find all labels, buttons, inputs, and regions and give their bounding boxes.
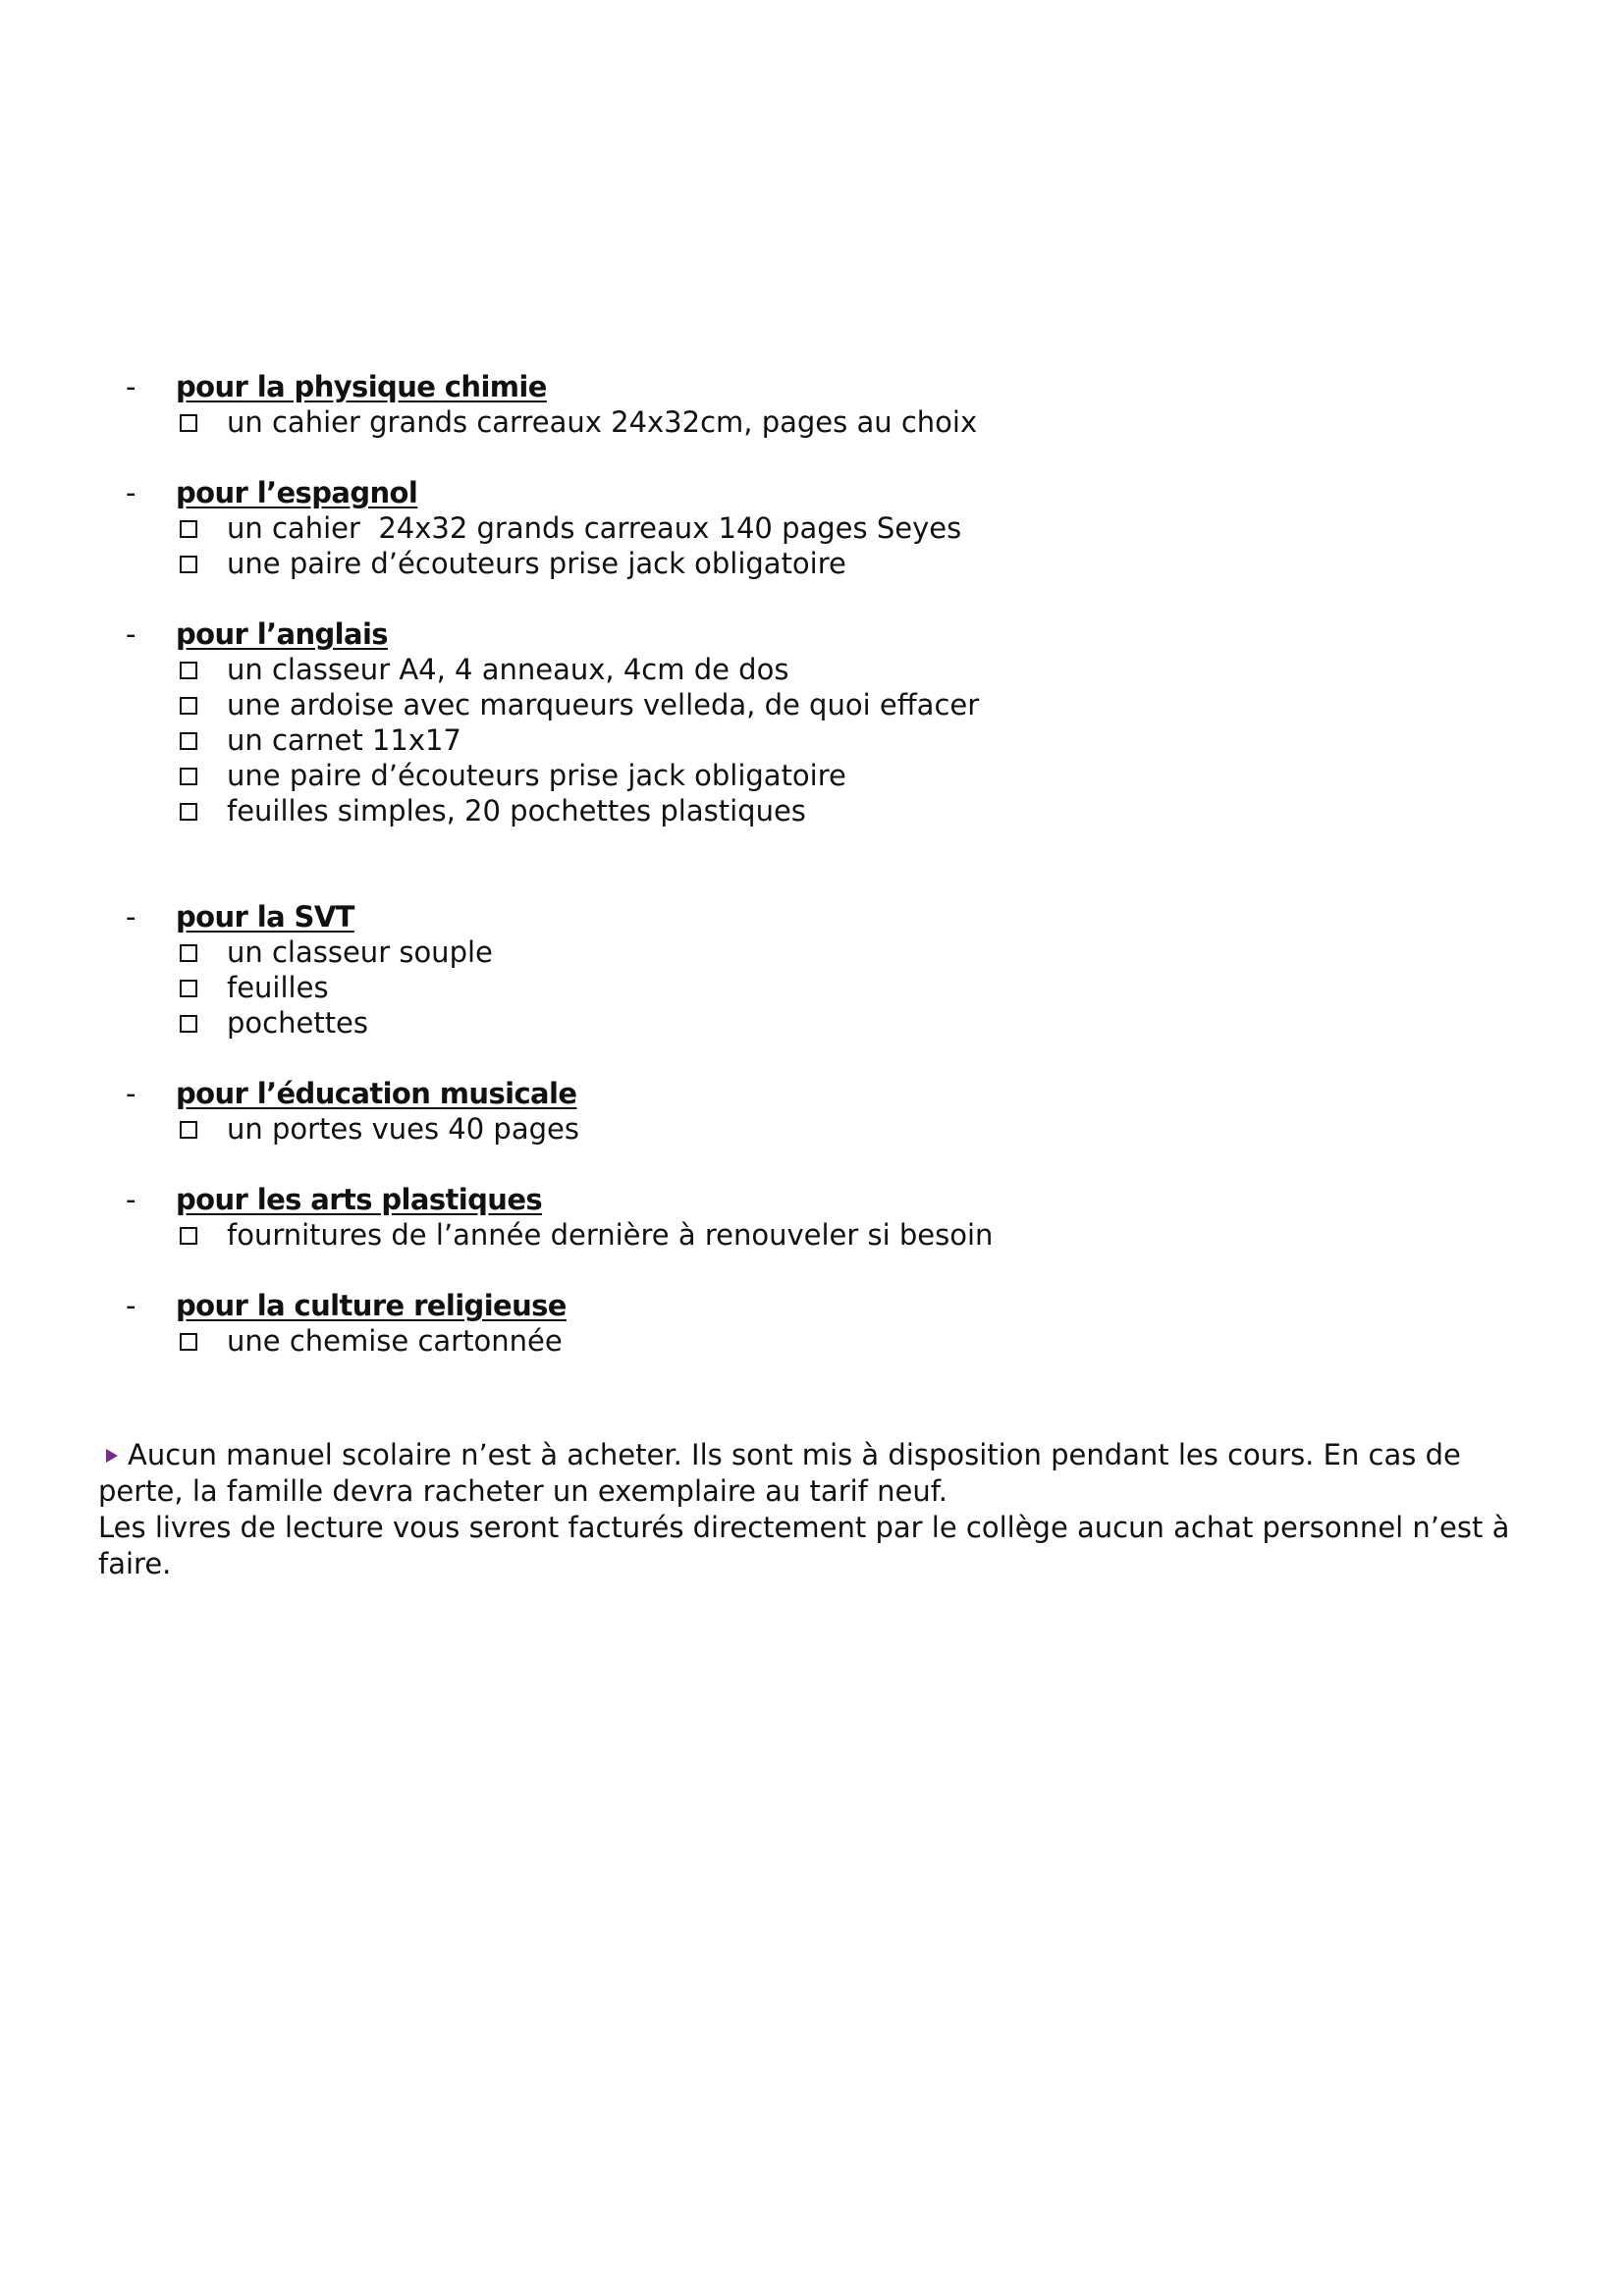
triangle-bullet-icon xyxy=(106,1449,118,1463)
section-header xyxy=(126,616,1481,652)
checkbox-icon xyxy=(180,697,197,715)
item-list xyxy=(126,652,1481,828)
footnote-paragraph-2: Les livres de lecture vous seront facturés directement par le collège aucun achat personnel n’est à faire. xyxy=(98,1511,1510,1580)
item-list xyxy=(126,404,1481,440)
section-heading: pour la SVT xyxy=(176,900,354,934)
checkbox-icon xyxy=(180,414,197,432)
section-header xyxy=(126,1076,1481,1111)
item-text: feuilles simples, 20 pochettes plastiques xyxy=(227,794,806,828)
supply-section xyxy=(126,616,1481,828)
checkbox-icon xyxy=(180,803,197,821)
footnote xyxy=(98,1437,1542,1582)
item-text: un cahier grands carreaux 24x32cm, pages au choix xyxy=(227,405,978,439)
supply-section xyxy=(126,475,1481,581)
checkbox-icon xyxy=(180,732,197,750)
item-list xyxy=(126,510,1481,581)
dash-bullet: - xyxy=(126,900,136,934)
checkbox-icon xyxy=(180,1015,197,1033)
supply-section xyxy=(126,1076,1481,1147)
item-text: fournitures de l’année dernière à renouveler si besoin xyxy=(227,1218,994,1252)
section-header xyxy=(126,369,1481,404)
supply-section xyxy=(126,1182,1481,1253)
list-item xyxy=(126,404,1481,440)
section-heading: pour l’espagnol xyxy=(176,476,418,509)
dash-bullet: - xyxy=(126,1077,136,1110)
list-item xyxy=(126,687,1481,722)
item-text: pochettes xyxy=(227,1006,369,1040)
section-header xyxy=(126,899,1481,934)
section-header xyxy=(126,1182,1481,1217)
item-text: un portes vues 40 pages xyxy=(227,1112,579,1146)
list-item xyxy=(126,1005,1481,1041)
item-text: une paire d’écouteurs prise jack obligatoire xyxy=(227,759,846,792)
list-item xyxy=(126,934,1481,970)
footnote-text-1: Aucun manuel scolaire n’est à acheter. Ils sont mis à disposition pendant les cours. En cas de perte, la famille devra racheter un exemplaire au tarif neuf. xyxy=(98,1438,1461,1508)
section-heading: pour la culture religieuse xyxy=(176,1289,567,1322)
dash-bullet: - xyxy=(126,476,136,509)
checkbox-icon xyxy=(180,1121,197,1139)
list-item xyxy=(126,1323,1481,1359)
item-text: une paire d’écouteurs prise jack obligatoire xyxy=(227,547,846,580)
item-text: un classeur souple xyxy=(227,935,493,969)
item-list xyxy=(126,1111,1481,1147)
list-item xyxy=(126,546,1481,581)
list-item xyxy=(126,722,1481,758)
checkbox-icon xyxy=(180,980,197,997)
item-list xyxy=(126,1217,1481,1253)
dash-bullet: - xyxy=(126,370,136,403)
list-item xyxy=(126,758,1481,793)
item-text: un carnet 11x17 xyxy=(227,723,461,757)
section-header xyxy=(126,475,1481,510)
checkbox-icon xyxy=(180,768,197,785)
section-heading: pour les arts plastiques xyxy=(176,1183,543,1216)
list-item xyxy=(126,510,1481,546)
item-list xyxy=(126,934,1481,1041)
item-list xyxy=(126,1323,1481,1359)
checkbox-icon xyxy=(180,944,197,962)
section-heading: pour la physique chimie xyxy=(176,370,547,403)
item-text: une ardoise avec marqueurs velleda, de quoi effacer xyxy=(227,688,980,721)
section-heading: pour l’anglais xyxy=(176,617,388,651)
list-item xyxy=(126,793,1481,828)
checkbox-icon xyxy=(180,1333,197,1351)
list-item xyxy=(126,1111,1481,1147)
checkbox-icon xyxy=(180,556,197,573)
supply-section xyxy=(126,1288,1481,1359)
list-item xyxy=(126,1217,1481,1253)
supply-list xyxy=(126,369,1481,1394)
item-text: un classeur A4, 4 anneaux, 4cm de dos xyxy=(227,653,789,686)
supply-section xyxy=(126,369,1481,440)
list-item xyxy=(126,652,1481,687)
checkbox-icon xyxy=(180,520,197,538)
section-header xyxy=(126,1288,1481,1323)
checkbox-icon xyxy=(180,662,197,679)
item-text: un cahier 24x32 grands carreaux 140 pages Seyes xyxy=(227,511,962,545)
dash-bullet: - xyxy=(126,1183,136,1216)
checkbox-icon xyxy=(180,1227,197,1245)
dash-bullet: - xyxy=(126,1289,136,1322)
dash-bullet: - xyxy=(126,617,136,651)
item-text: feuilles xyxy=(227,971,329,1004)
footnote-paragraph-1 xyxy=(98,1437,1542,1510)
section-heading: pour l’éducation musicale xyxy=(176,1077,577,1110)
item-text: une chemise cartonnée xyxy=(227,1324,563,1358)
supply-section xyxy=(126,899,1481,1041)
list-item xyxy=(126,970,1481,1005)
